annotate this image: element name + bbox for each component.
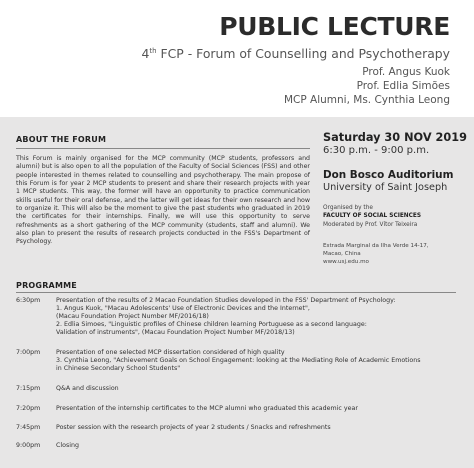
organised-by-label: Organised by the xyxy=(323,205,373,211)
programme-line: 2. Edlia Simoes, "Linguistic profiles of Chinese children learning Portuguese as a second language: xyxy=(56,321,367,329)
programme-time: 7:00pm xyxy=(16,349,41,356)
programme-line: Closing xyxy=(56,442,80,449)
faculty-name: FACULTY OF SOCIAL SCIENCES xyxy=(323,213,422,220)
programme-line: (Macau Foundation Project Number MF/2016/18) xyxy=(56,313,209,321)
programme-description xyxy=(56,405,456,413)
moderator: Moderated by Prof. Vítor Teixeira xyxy=(323,221,418,228)
programme-time: 7:15pm xyxy=(16,385,41,392)
programme-time: 9:00pm xyxy=(16,442,41,449)
programme-divider xyxy=(16,292,456,293)
subtitle-number: 4 xyxy=(141,46,150,61)
programme-line: Presentation of the results of 2 Macao Foundation Studies developed in the FSS' Department of Psychology: xyxy=(56,297,396,304)
speaker-3: MCP Alumni, Ms. Cynthia Leong xyxy=(283,94,450,106)
programme-time: 6:30pm xyxy=(16,297,41,304)
website-link[interactable]: www.usj.edu.mo xyxy=(323,259,369,265)
address-line-1: Estrada Marginal da Ilha Verde 14-17, xyxy=(323,243,429,249)
organiser-block xyxy=(323,204,421,229)
speaker-list xyxy=(284,65,450,107)
programme-line: in Chinese Secondary School Students" xyxy=(56,365,181,373)
programme-description xyxy=(56,442,456,450)
programme-description xyxy=(56,349,456,373)
event-time: 6:30 p.m. - 9:00 p.m. xyxy=(323,145,430,156)
subtitle-text: FCP - Forum of Counselling and Psychotherapy xyxy=(156,46,450,61)
event-venue-sub: University of Saint Joseph xyxy=(323,182,448,193)
about-text: This Forum is mainly organised for the MCP community (MCP students, professors and alumni) but is also open to all the population of the Faculty of Social Sciences (FSS) and other people interested in themes related to counselling and psychotherapy. The main propose of this Forum is for year 2 MCP students to present and share their research projects with year 1 MCP students. This way, the former will have an opportunity to practice communication skills useful for their oral defense, and the latter will get ideas for their own research and how to organize it. This will also be the moment to give the past students who graduated in 2019 the certificates for their internships. Finally, we will use this opportunity to serve refreshments as a short gathering of the MCP community (students, staff and alumni). We also plan to present the results of research projects conducted in the FSS's Department of Psychology. xyxy=(16,155,310,246)
address-block xyxy=(323,242,429,266)
forum-subtitle xyxy=(142,46,450,61)
programme-line: Poster session with the research projects of year 2 students / Snacks and refreshments xyxy=(56,424,331,431)
programme-line: Presentation of one selected MCP dissertation considered of high quality xyxy=(56,349,285,356)
about-heading: ABOUT THE FORUM xyxy=(16,135,107,144)
event-date: Saturday 30 NOV 2019 xyxy=(323,131,467,144)
speaker-2: Prof. Edlia Simões xyxy=(356,80,450,92)
programme-heading: PROGRAMME xyxy=(16,281,77,290)
programme-line: Presentation of the internship certificates to the MCP alumni who graduated this academic year xyxy=(56,405,358,412)
programme-time: 7:45pm xyxy=(16,424,41,431)
address-line-2: Macao, China xyxy=(323,251,361,257)
about-divider xyxy=(16,148,310,149)
speaker-1: Prof. Angus Kuok xyxy=(362,66,450,78)
event-venue: Don Bosco Auditorium xyxy=(323,169,454,181)
programme-time: 7:20pm xyxy=(16,405,41,412)
programme-line: Validation of instruments", (Macau Foundation Project Number MF/2018/13) xyxy=(56,329,295,337)
programme-line: Q&A and discussion xyxy=(56,385,119,392)
programme-line: 1. Angus Kuok, "Macau Adolescents' Use of Electronic Devices and the Internet", xyxy=(56,305,310,313)
programme-line: 3. Cynthia Leong, "Achievement Goals on School Engagement: looking at the Mediating Role of Academic Emotions xyxy=(56,357,421,365)
page-title: PUBLIC LECTURE xyxy=(219,12,450,41)
programme-description xyxy=(56,297,456,337)
subtitle-ordinal: th xyxy=(149,46,157,55)
programme-description xyxy=(56,424,456,432)
programme-description xyxy=(56,385,456,393)
header xyxy=(0,0,474,112)
